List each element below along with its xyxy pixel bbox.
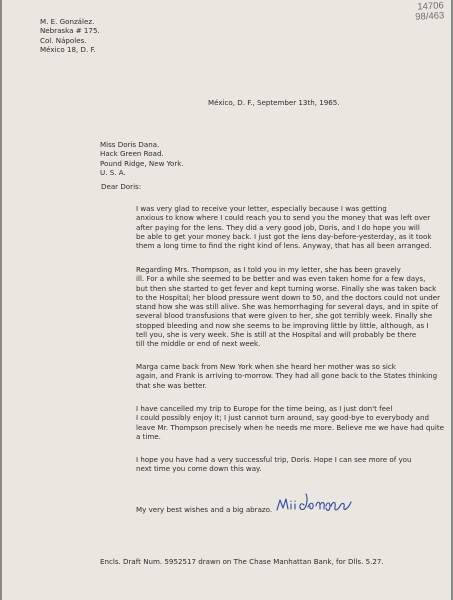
paragraph-line: a time. [136, 431, 161, 441]
archive-number-line-1: 14706 [417, 0, 444, 13]
paragraph-line: stand how she was still alive. She was hemorrhaging for several days, and in spite of [136, 302, 438, 312]
paragraph-line: till the middle or end of next week. [136, 339, 261, 349]
sender-name: M. E. González. [40, 17, 95, 26]
letter-page [2, 0, 451, 600]
sender-street: Nebraska # 175. [40, 26, 100, 36]
paragraph-line: leave Mr. Thompson precisely when he needs me more. Believe me we have had quite [136, 422, 445, 432]
paragraph-line: but then she started to get fever and kept turning worse. Finally she was taken back [136, 283, 437, 293]
sender-colony: Col. Nápoles. [40, 35, 87, 45]
letter-date: México, D. F., September 13th, 1965. [208, 98, 340, 107]
paragraph-mrs-thompson [101, 265, 441, 349]
paragraph-line: ill. For a while she seemed to be better and was even taken home for a few days, [136, 274, 426, 284]
paragraph-europe-trip [101, 404, 445, 441]
paragraph-line: I hope you have had a very successful trip, Doris. Hope I can see more of you [136, 455, 412, 464]
paragraph-line: be able to get your money back. I just got the lens day-before-yesterday, as it took [136, 231, 432, 241]
handwritten-signature [274, 478, 354, 523]
paragraph-marga [101, 362, 441, 390]
recipient-name: Miss Doris Dana. [100, 140, 160, 149]
paragraph-line: tell you, she is very week. She is still at the Hospital and will probably be there [136, 330, 417, 340]
paragraph-line: again, and Frank is arriving to-morrow. They had all gone back to the States thinking [136, 371, 438, 381]
paragraph-line: Marga came back from New York when she heard her mother was so sick [136, 362, 396, 371]
paragraph-hope [101, 455, 441, 474]
closing-line: My very best wishes and a big abrazo. [136, 505, 273, 514]
paragraph-line: I was very glad to receive your letter, especially because I was getting [136, 204, 387, 213]
paragraph-line: stopped bleeding and now she seems to be improving little by little, although, as I [136, 320, 429, 330]
paragraph-line: that she was better. [136, 380, 207, 390]
paragraph-line: Regarding Mrs. Thompson, as I told you in my letter, she has been gravely [136, 265, 401, 274]
archive-number-annotation [414, 1, 444, 22]
paragraph-line: after paying for the lens. They did a very good job, Doris, and I do hope you will [136, 222, 420, 232]
sender-city: México 18, D. F. [40, 44, 96, 54]
paragraph-line: anxious to know where I could reach you to send you the money that was left over [136, 213, 431, 223]
salutation: Dear Doris: [101, 182, 142, 191]
recipient-city: Pound Ridge, New York. [100, 158, 184, 168]
recipient-address [100, 140, 184, 177]
paragraph-line: next time you come down this way. [136, 464, 262, 474]
paragraph-line: I have cancelled my trip to Europe for the time being, as I just don't feel [136, 404, 393, 413]
enclosure-note: Encls. Draft Num. 5952517 drawn on The Chase Manhattan Bank, for Dlls. 5.27. [100, 557, 384, 566]
paragraph-line: them a long time to find the right kind of lens. Anyway, that has all been arranged. [136, 241, 432, 251]
sender-address [40, 17, 100, 54]
paragraph-line: to the Hospital; her blood pressure went down to 50, and the doctors could not under [136, 292, 441, 302]
paragraph-line: I could possibly enjoy it; I just cannot turn around, say good-bye to everybody and [136, 413, 430, 423]
recipient-country: U. S. A. [100, 167, 126, 177]
paragraph-lens [101, 204, 441, 250]
paragraph-line: several blood transfusions that were given to her, she got terribly week. Finally she [136, 311, 433, 321]
recipient-street: Hack Green Road. [100, 149, 164, 159]
archive-number-line-2: 98/463 [414, 10, 445, 23]
